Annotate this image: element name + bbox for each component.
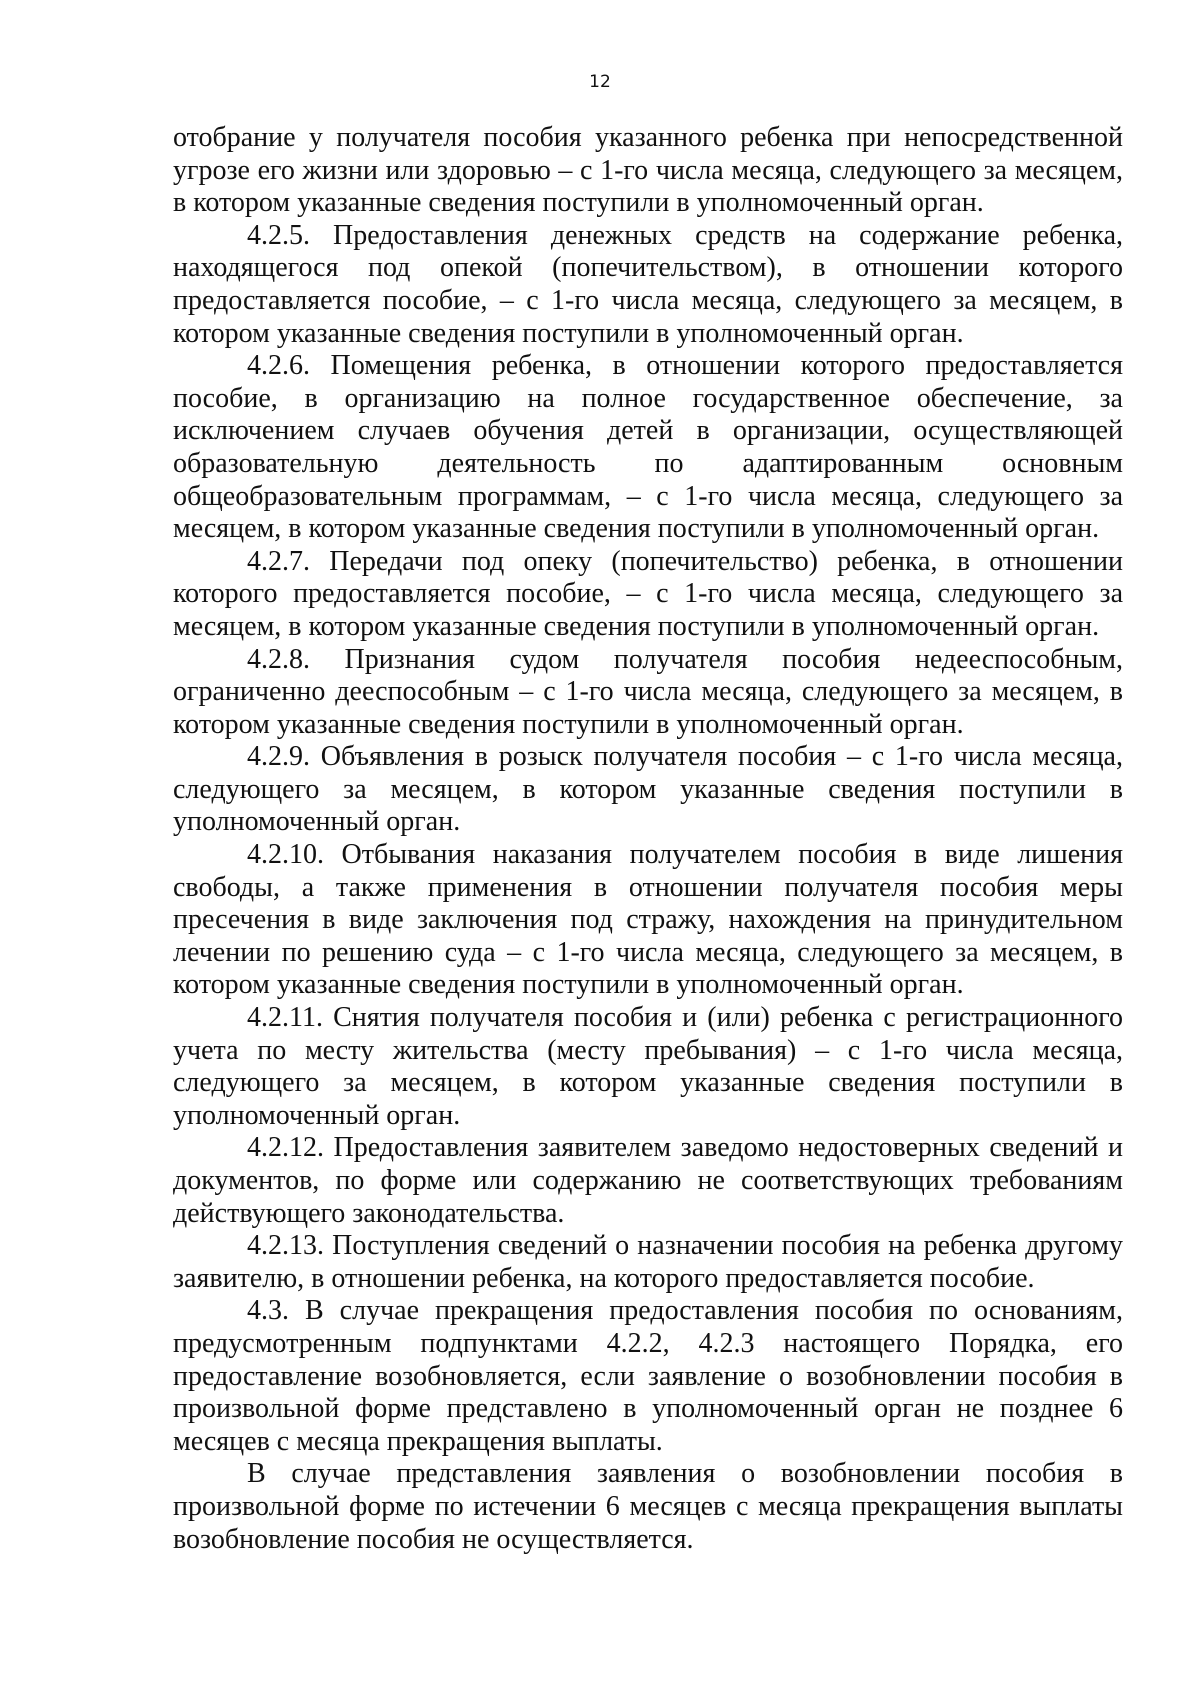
- paragraph-4-2-7: 4.2.7. Передачи под опеку (попечительство) ребенка, в отношении которого предоставляется пособие, – с 1-го числа месяца, следующего за месяцем, в котором указанные сведения поступили в уполномоченный орган.: [173, 545, 1123, 642]
- paragraph-4-2-13: 4.2.13. Поступления сведений о назначении пособия на ребенка другому заявителю, в отношении ребенка, на которого предоставляется пособие.: [173, 1230, 1123, 1294]
- paragraph-4-3: 4.3. В случае прекращения предоставления пособия по основаниям, предусмотренным подпунктами 4.2.2, 4.2.3 настоящего Порядка, его предоставление возобновляется, если заявление о возобновлении пособия в произвольной форме представлено в уполномоченный орган не позднее 6 месяцев с месяца прекращения выплаты.: [173, 1295, 1123, 1457]
- paragraph-4-2-8: 4.2.8. Признания судом получателя пособия недееспособным, ограниченно дееспособным – с 1-го числа месяца, следующего за месяцем, в котором указанные сведения поступили в уполномоченный орган.: [173, 643, 1123, 740]
- paragraph-4-2-5: 4.2.5. Предоставления денежных средств на содержание ребенка, находящегося под опекой (попечительством), в отношении которого предоставляется пособие, – с 1-го числа месяца, следующего за месяцем, в котором указанные сведения поступили в уполномоченный орган.: [173, 219, 1123, 349]
- paragraph-4-2-12: 4.2.12. Предоставления заявителем заведомо недостоверных сведений и документов, по форме или содержанию не соответствующих требованиям действующего законодательства.: [173, 1132, 1123, 1229]
- document-body: [173, 122, 1123, 1556]
- paragraph-4-2-6: 4.2.6. Помещения ребенка, в отношении которого предоставляется пособие, в организацию на полное государственное обеспечение, за исключением случаев обучения детей в организации, осуществляющей образовательную деятельность по адаптированным основным общеобразовательным программам, – с 1-го числа месяца, следующего за месяцем, в котором указанные сведения поступили в уполномоченный орган.: [173, 350, 1123, 545]
- paragraph-4-2-11: 4.2.11. Снятия получателя пособия и (или) ребенка с регистрационного учета по месту жительства (месту пребывания) – с 1-го числа месяца, следующего за месяцем, в котором указанные сведения поступили в уполномоченный орган.: [173, 1002, 1123, 1131]
- paragraph-4-3-second: В случае представления заявления о возобновлении пособия в произвольной форме по истечении 6 месяцев с месяца прекращения выплаты возобновление пособия не осуществляется.: [173, 1458, 1123, 1555]
- page-number: 12: [589, 72, 611, 92]
- paragraph-4-2-10: 4.2.10. Отбывания наказания получателем пособия в виде лишения свободы, а также применения в отношении получателя пособия меры пресечения в виде заключения под стражу, нахождения на принудительном лечении по решению суда – с 1-го числа месяца, следующего за месяцем, в котором указанные сведения поступили в уполномоченный орган.: [173, 839, 1123, 1001]
- paragraph-4-2-9: 4.2.9. Объявления в розыск получателя пособия – с 1-го числа месяца, следующего за месяцем, в котором указанные сведения поступили в уполномоченный орган.: [173, 741, 1123, 838]
- paragraph-continuation: отобрание у получателя пособия указанного ребенка при непосредственной угрозе его жизни или здоровью – с 1-го числа месяца, следующего за месяцем, в котором указанные сведения поступили в уполномоченный орган.: [173, 122, 1123, 219]
